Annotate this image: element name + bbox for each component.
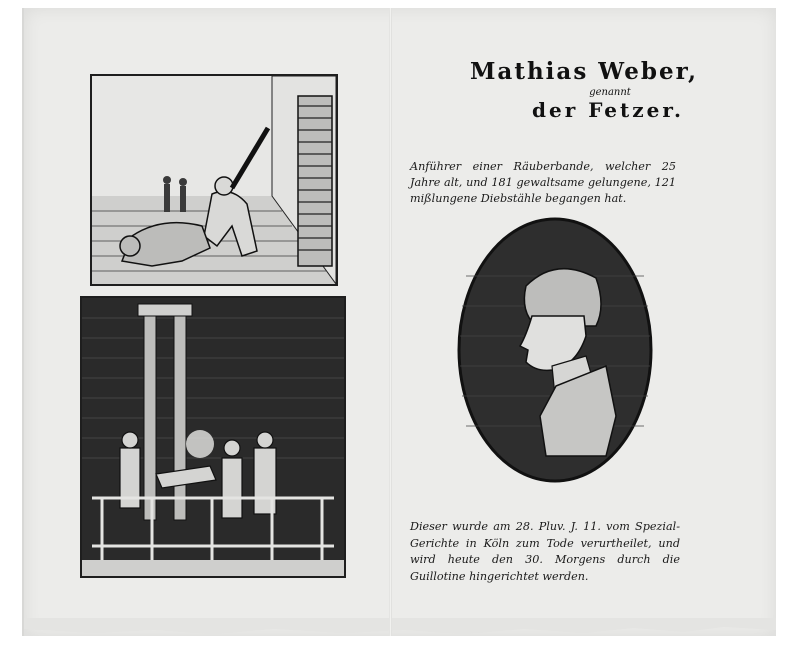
page-title: Mathias Weber, bbox=[469, 58, 699, 85]
title-block bbox=[392, 58, 776, 122]
genannt-label: genannt bbox=[589, 87, 631, 98]
right-page bbox=[392, 8, 776, 636]
woodcut-robbery-scene bbox=[90, 74, 338, 286]
left-page bbox=[24, 8, 389, 636]
verdict-text: Dieser wurde am 28. Pluv. J. 11. vom Spezial-Gerichte in Köln zum Tode verurtheilet, und wird heute den 30. Morgens durch die Guillotine hingerichtet werden. bbox=[410, 520, 680, 583]
description-text: Anführer einer Räuberbande, welcher 25 Jahre alt, und 181 gewaltsame gelungene, 121 mißlungene Diebstähle begangen hat. bbox=[410, 160, 676, 206]
oval-portrait bbox=[456, 216, 654, 484]
page-subtitle: der Fetzer. bbox=[531, 98, 685, 122]
woodcut-guillotine-scene bbox=[80, 296, 346, 578]
pamphlet-spread bbox=[22, 8, 776, 636]
